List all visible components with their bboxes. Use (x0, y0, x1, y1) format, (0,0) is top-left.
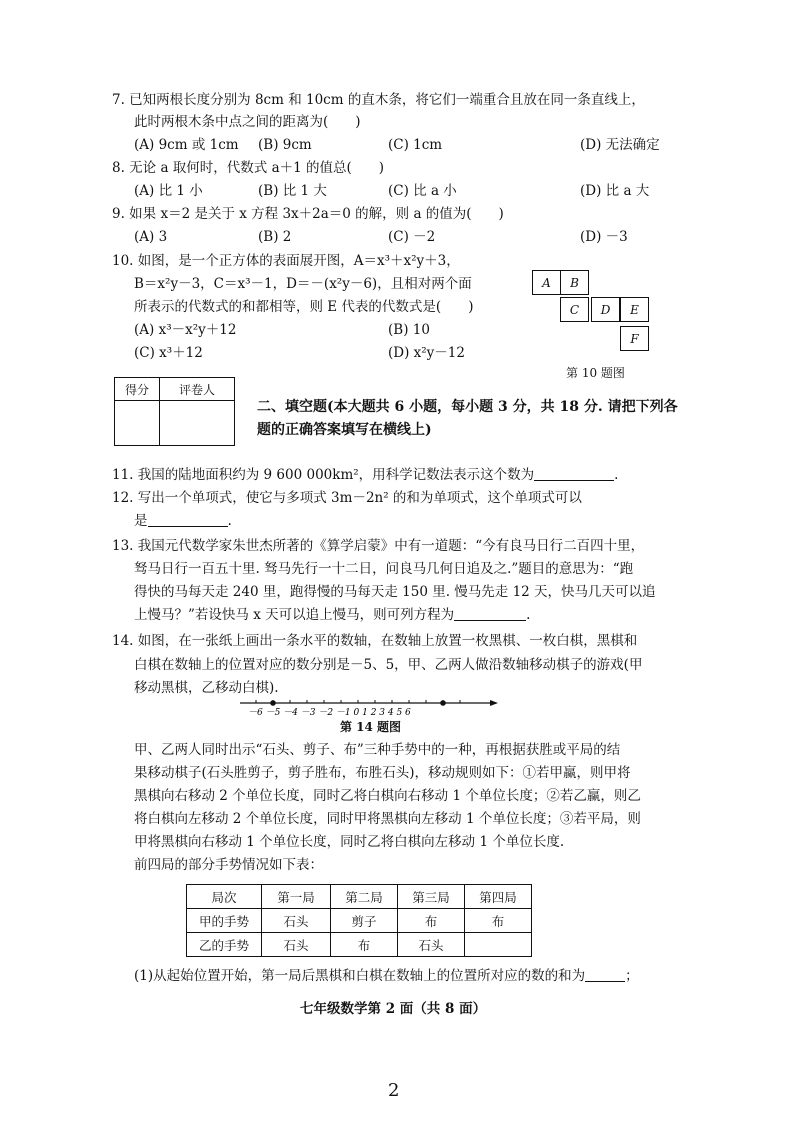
score-cell[interactable] (115, 401, 160, 446)
table-cell: 乙的手势 (187, 933, 262, 957)
number-line-arrow (490, 700, 498, 706)
q9-option-c: (C) －2 (388, 229, 436, 245)
page-number: 2 (388, 1080, 400, 1101)
q13-line2: 驽马日行一百五十里. 驽马先行一十二日，问良马几何日追及之.”题目的意思为：“跑 (134, 561, 634, 577)
q12-answer-blank[interactable] (148, 512, 228, 527)
table-header: 第四局 (465, 885, 532, 909)
q7-line1: 7. 已知两根长度分别为 8cm 和 10cm 的直木条，将它们一端重合且放在同一条直线上， (112, 92, 645, 108)
q11-text: 11. 我国的陆地面积约为 9 600 000km²，用科学记数法表示这个数为 (112, 467, 535, 483)
table-header: 第三局 (398, 885, 465, 909)
table-cell (465, 933, 532, 957)
score-box (114, 377, 235, 446)
net-cell-a: A (532, 270, 561, 295)
q14-rule-p3: 黑棋向右移动 2 个单位长度，同时乙将白棋向右移动 1 个单位长度；②若乙赢，则乙 (134, 788, 641, 804)
gesture-table (186, 884, 532, 957)
q14-sub1-answer-blank[interactable] (585, 967, 625, 982)
table-header: 局次 (187, 885, 262, 909)
grader-cell[interactable] (160, 401, 235, 446)
net-cell-f: F (620, 326, 649, 351)
table-cell: 石头 (262, 933, 331, 957)
page-footer: 七年级数学第 2 面（共 8 面） (300, 1001, 487, 1017)
table-cell: 剪子 (331, 909, 398, 933)
q10-option-d: (D) x²y－12 (388, 345, 465, 361)
q10-option-b: (B) 10 (388, 322, 430, 338)
q14-caption: 第 14 题图 (340, 720, 402, 734)
table-cell: 布 (331, 933, 398, 957)
q13-line4 (134, 605, 530, 626)
q10-option-a: (A) x³－x²y＋12 (134, 322, 237, 338)
q9-option-a: (A) 3 (134, 229, 168, 245)
q14-sub1 (134, 966, 639, 987)
q13-line3: 得快的马每天走 240 里，跑得慢的马每天走 150 里. 慢马先走 12 天，快马几天可以追 (134, 584, 656, 600)
white-piece (440, 700, 446, 706)
q14-sub1-text: (1)从起始位置开始，第一局后黑棋和白棋在数轴上的位置所对应的数的和为 (134, 968, 586, 984)
section2-heading-line2: 题的正确答案填写在横线上) (257, 422, 432, 438)
q12-line2 (134, 511, 232, 532)
q14-line2: 白棋在数轴上的位置对应的数分别是－5、5，甲、乙两人做沿数轴移动棋子的游戏(甲 (134, 657, 643, 673)
q14-rule-p6: 前四局的部分手势情况如下表： (134, 857, 323, 873)
q10-line3: 所表示的代数式的和都相等，则 E 代表的代数式是( ) (134, 299, 474, 315)
q11 (112, 465, 618, 486)
black-piece (270, 700, 276, 706)
net-cell-e: E (620, 297, 649, 322)
q10-option-c: (C) x³＋12 (134, 345, 203, 361)
q13-line4-text: 上慢马？”若设快马 x 天可以追上慢马，则可列方程为 (134, 607, 455, 623)
q7-option-c: (C) 1cm (388, 137, 443, 153)
q13-answer-blank[interactable] (454, 606, 526, 621)
q9-option-d: (D) －3 (580, 229, 628, 245)
table-cell: 布 (398, 909, 465, 933)
q14-line1: 14. 如图，在一张纸上画出一条水平的数轴，在数轴上放置一枚黑棋、一枚白棋，黑棋和 (112, 633, 638, 649)
q8-option-a: (A) 比 1 小 (134, 183, 203, 199)
q8-option-d: (D) 比 a 大 (580, 183, 650, 199)
q10-line1: 10. 如图，是一个正方体的表面展开图，A＝x³＋x²y＋3， (112, 253, 460, 269)
q14-sub1-end: ； (625, 968, 639, 984)
q13-line4-end: . (526, 607, 531, 623)
q8-option-b: (B) 比 1 大 (258, 183, 327, 199)
q9-line1: 9. 如果 x＝2 是关于 x 方程 3x＋2a＝0 的解，则 a 的值为( ) (112, 206, 504, 222)
q9-option-b: (B) 2 (258, 229, 292, 245)
q8-line1: 8. 无论 a 取何时，代数式 a＋1 的值总( ) (112, 160, 385, 176)
table-header-row (187, 885, 532, 909)
q11-end: . (614, 467, 619, 483)
table-cell: 布 (465, 909, 532, 933)
q11-answer-blank[interactable] (534, 466, 614, 481)
q14-line3: 移动黑棋，乙移动白棋). (134, 680, 279, 696)
q7-option-b: (B) 9cm (258, 137, 312, 153)
q14-rule-p5: 甲将黑棋向右移动 1 个单位长度，同时乙将白棋向左移动 1 个单位长度. (134, 834, 565, 850)
table-cell: 石头 (262, 909, 331, 933)
q14-rule-p2: 果移动棋子(石头胜剪子，剪子胜布，布胜石头)，移动规则如下：①若甲赢，则甲将 (134, 765, 631, 781)
q12-line1: 12. 写出一个单项式，使它与多项式 3m－2n² 的和为单项式，这个单项式可以 (112, 490, 582, 506)
table-row (187, 933, 532, 957)
table-cell: 甲的手势 (187, 909, 262, 933)
q7-option-d: (D) 无法确定 (580, 137, 660, 153)
q8-option-c: (C) 比 a 小 (388, 183, 457, 199)
table-header: 第二局 (331, 885, 398, 909)
table-row (187, 909, 532, 933)
q7-option-a: (A) 9cm 或 1cm (134, 137, 239, 153)
q12-line2a: 是 (134, 513, 148, 529)
net-cell-c: C (560, 297, 589, 322)
q14-rule-p4: 将白棋向左移动 2 个单位长度，同时甲将黑棋向左移动 1 个单位长度；③若平局，则 (134, 811, 641, 827)
table-header: 第一局 (262, 885, 331, 909)
number-line-figure (236, 697, 500, 719)
q14-rule-p1: 甲、乙两人同时出示“石头、剪子、布”三种手势中的一种，再根据获胜或平局的结 (134, 742, 621, 758)
q10-line2: B＝x²y－3，C＝x³－1，D＝－(x²y－6)，且相对两个面 (134, 276, 472, 292)
number-line-labels: －6 －5 －4 －3 －2 －1 0 1 2 3 4 5 6 (248, 708, 411, 718)
q10-caption: 第 10 题图 (566, 366, 625, 380)
q13-line1: 13. 我国元代数学家朱世杰所著的《算学启蒙》中有一道题：“今有良马日行二百四十里， (112, 538, 645, 554)
q12-line2b: . (227, 513, 232, 529)
q7-line2: 此时两根木条中点之间的距离为( ) (134, 114, 361, 130)
score-header: 得分 (115, 378, 160, 401)
grader-header: 评卷人 (160, 378, 235, 401)
net-cell-b: B (560, 270, 589, 295)
section2-heading-line1: 二、填空题(本大题共 6 小题，每小题 3 分，共 18 分. 请把下列各 (257, 399, 678, 415)
net-cell-d: D (591, 297, 620, 322)
table-cell: 石头 (398, 933, 465, 957)
